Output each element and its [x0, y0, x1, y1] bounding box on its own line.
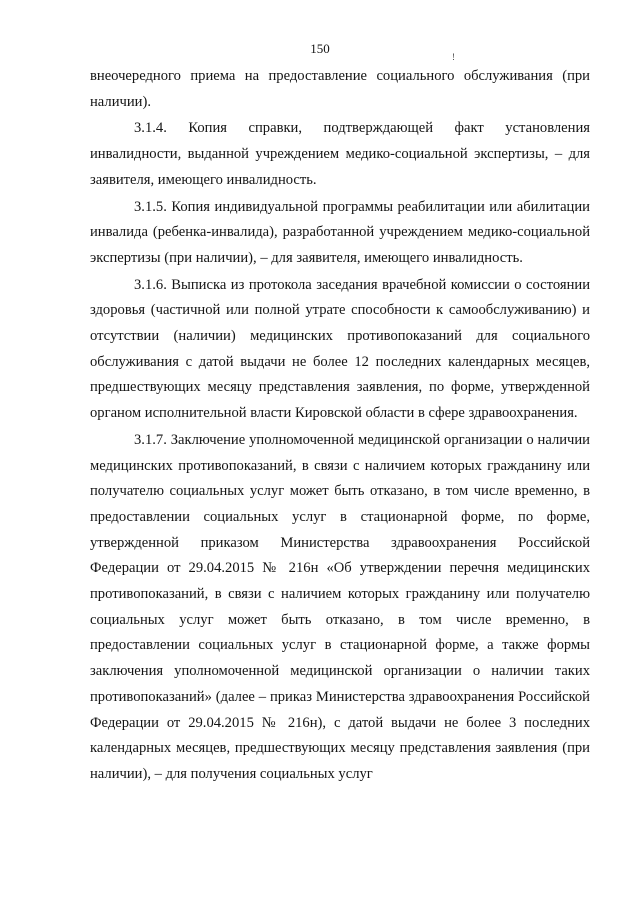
paragraph-3-1-4: 3.1.4. Копия справки, подтверждающей факт установления инвалидности, выданной учреждением медико-социальной экспертизы, – для заявителя, имеющего инвалидность.: [90, 120, 590, 188]
paragraph-3-1-7: 3.1.7. Заключение уполномоченной медицинской организации о наличии медицинских противопоказаний, в связи с наличием которых гражданину или получателю социальных услуг может быть отказано, в том числе временно, в предоставлении социальных услуг в стационарной форме, по форме, утвержденной приказом Министерства здравоохранения Российской Федерации от 29.04.2015 № 216н «Об утверждении перечня медицинских противопоказаний, в связи с наличием которых гражданину или получателю социальных услуг может быть отказано, в том числе временно, в предоставлении социальных услуг в стационарной форме, а также формы заключения уполномоченной медицинской организации о наличии таких противопоказаний» (далее – приказ Министерства здравоохранения Российской Федерации от 29.04.2015 № 216н), с датой выдачи не более 3 последних календарных месяцев, предшествующих месяцу представления заявления (при наличии), – для получения социальных услуг: [90, 431, 590, 782]
paragraph-3-1-6: 3.1.6. Выписка из протокола заседания врачебной комиссии о состоянии здоровья (частичной или полной утрате способности к самообслуживанию) и отсутствии (наличии) медицинских противопоказаний для социального обслуживания с датой выдачи не более 12 последних календарных месяцев, предшествующих месяцу представления заявления, по форме, утвержденной органом исполнительной власти Кировской области в сфере здравоохранения.: [90, 276, 590, 422]
page-number: 150: [310, 41, 330, 56]
document-body: [90, 64, 590, 788]
margin-mark: !: [452, 52, 455, 62]
paragraph-continuation: внеочередного приема на предоставление социального обслуживания (при наличии).: [90, 68, 590, 110]
paragraph-3-1-5: 3.1.5. Копия индивидуальной программы реабилитации или абилитации инвалида (ребенка-инвалида), разработанной учреждением медико-социальной экспертизы (при наличии), – для заявителя, имеющего инвалидность.: [90, 198, 590, 266]
